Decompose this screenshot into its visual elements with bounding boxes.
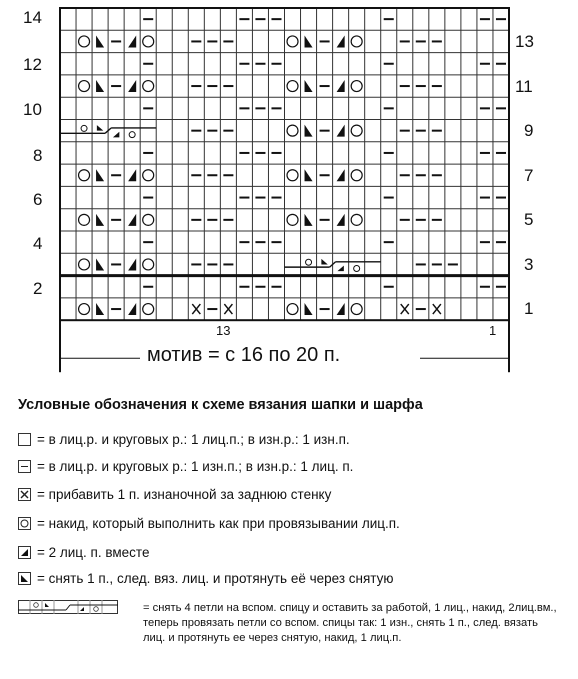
legend-item-k2tog <box>18 545 149 560</box>
legend-item-increase <box>18 487 331 502</box>
legend-text-increase: = прибавить 1 п. изнаночной за заднюю стенку <box>37 487 332 502</box>
stitch-number-13: 13 <box>216 323 231 338</box>
legend-title: Условные обозначения к схеме вязания шапки и шарфа <box>18 397 423 413</box>
row-number-right-13: 13 <box>515 32 534 51</box>
cross-square-icon <box>18 488 31 501</box>
row-number-left-12: 12 <box>23 55 42 74</box>
legend-item-purl <box>18 459 353 474</box>
right-triangle-icon <box>18 546 31 559</box>
row-number-left-10: 10 <box>23 100 42 119</box>
row-number-left-14: 14 <box>23 8 42 27</box>
row-number-left-8: 8 <box>33 146 43 165</box>
legend-text-knit: = в лиц.р. и круговых р.: 1 лиц.п.; в изн.р.: 1 изн.п. <box>37 432 350 447</box>
legend-item-skp <box>18 571 394 586</box>
row-number-left-4: 4 <box>33 234 43 253</box>
row-number-left-6: 6 <box>33 190 43 209</box>
row-number-right-1: 1 <box>524 299 534 318</box>
row-number-right-11: 11 <box>515 77 533 96</box>
cable-cross-icon <box>18 600 118 614</box>
stitch-number-1: 1 <box>489 323 497 338</box>
left-triangle-icon <box>18 572 31 585</box>
legend-text-cable: = снять 4 петли на вспом. спицу и оставить за работой, 1 лиц., накид, 2лиц.вм., теперь провязать петли со вспом. спицы так: 1 изн., снять 1 п., след. вязать лиц. и протянуть ее через снятую, накид, 1 лиц.п. <box>143 602 557 644</box>
motif-label: мотив = с 16 по 20 п. <box>147 344 341 366</box>
row-number-right-3: 3 <box>524 255 534 274</box>
legend-text-yarn-over: = накид, который выполнить как при провязывании лиц.п. <box>37 516 400 531</box>
row-number-left-2: 2 <box>33 279 43 298</box>
legend-item-knit <box>18 432 350 447</box>
legend-text-purl: = в лиц.р. и круговых р.: 1 изн.п.; в изн.р.: 1 лиц. п. <box>37 459 354 474</box>
row-number-right-9: 9 <box>524 121 534 140</box>
row-number-right-5: 5 <box>524 210 534 229</box>
empty-square-icon <box>18 433 31 446</box>
legend-text-skp: = снять 1 п., след. вяз. лиц. и протянуть её через снятую <box>37 571 394 586</box>
row-number-right-7: 7 <box>524 166 534 185</box>
legend-text-k2tog: = 2 лиц. п. вместе <box>37 545 150 560</box>
circle-square-icon <box>18 517 31 530</box>
dash-square-icon <box>18 460 31 473</box>
legend-item-yarn-over <box>18 516 400 531</box>
